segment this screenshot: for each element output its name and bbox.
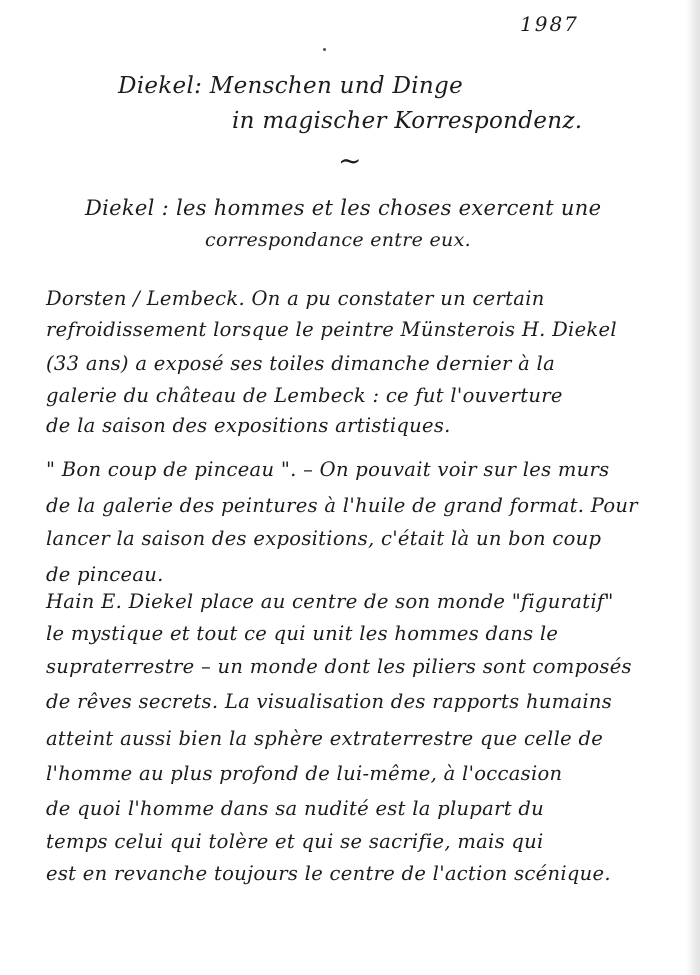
title-german-line-1: Diekel: Menschen und Dinge	[118, 73, 463, 99]
body-line-2: refroidissement lorsque le peintre Münsterois H. Diekel	[46, 318, 617, 341]
body-line-11: le mystique et tout ce qui unit les hommes dans le	[46, 622, 559, 645]
body-line-12: supraterrestre – un monde dont les piliers sont composés	[46, 655, 632, 678]
body-line-16: de quoi l'homme dans sa nudité est la plupart du	[46, 797, 544, 820]
body-line-5: de la saison des expositions artistiques.	[46, 414, 451, 437]
body-line-1: Dorsten / Lembeck. On a pu constater un certain	[46, 287, 545, 310]
body-line-6: " Bon coup de pinceau ". – On pouvait voir sur les murs	[46, 458, 610, 481]
body-line-9: de pinceau.	[46, 563, 164, 586]
body-line-17: temps celui qui tolère et qui se sacrifie, mais qui	[46, 830, 544, 853]
ink-dot	[323, 48, 326, 51]
body-line-13: de rêves secrets. La visualisation des rapports humains	[46, 690, 613, 713]
page-edge-shadow	[686, 0, 700, 975]
year-note: 1987	[520, 12, 579, 36]
body-line-15: l'homme au plus profond de lui-même, à l'occasion	[46, 762, 563, 785]
body-line-4: galerie du château de Lembeck : ce fut l'ouverture	[46, 384, 563, 407]
title-german-line-2: in magischer Korrespondenz.	[232, 108, 583, 134]
body-line-14: atteint aussi bien la sphère extraterrestre que celle de	[46, 727, 604, 750]
body-line-10: Hain E. Diekel place au centre de son monde "figuratif"	[46, 590, 614, 613]
body-line-3: (33 ans) a exposé ses toiles dimanche dernier à la	[46, 352, 555, 375]
body-line-8: lancer la saison des expositions, c'était là un bon coup	[46, 527, 602, 550]
title-french-line-1: Diekel : les hommes et les choses exercent une	[85, 196, 602, 220]
body-line-7: de la galerie des peintures à l'huile de grand format. Pour	[46, 494, 638, 517]
title-french-line-2: correspondance entre eux.	[205, 229, 471, 251]
body-line-18: est en revanche toujours le centre de l'action scénique.	[46, 862, 611, 885]
title-separator: ~	[338, 144, 362, 177]
